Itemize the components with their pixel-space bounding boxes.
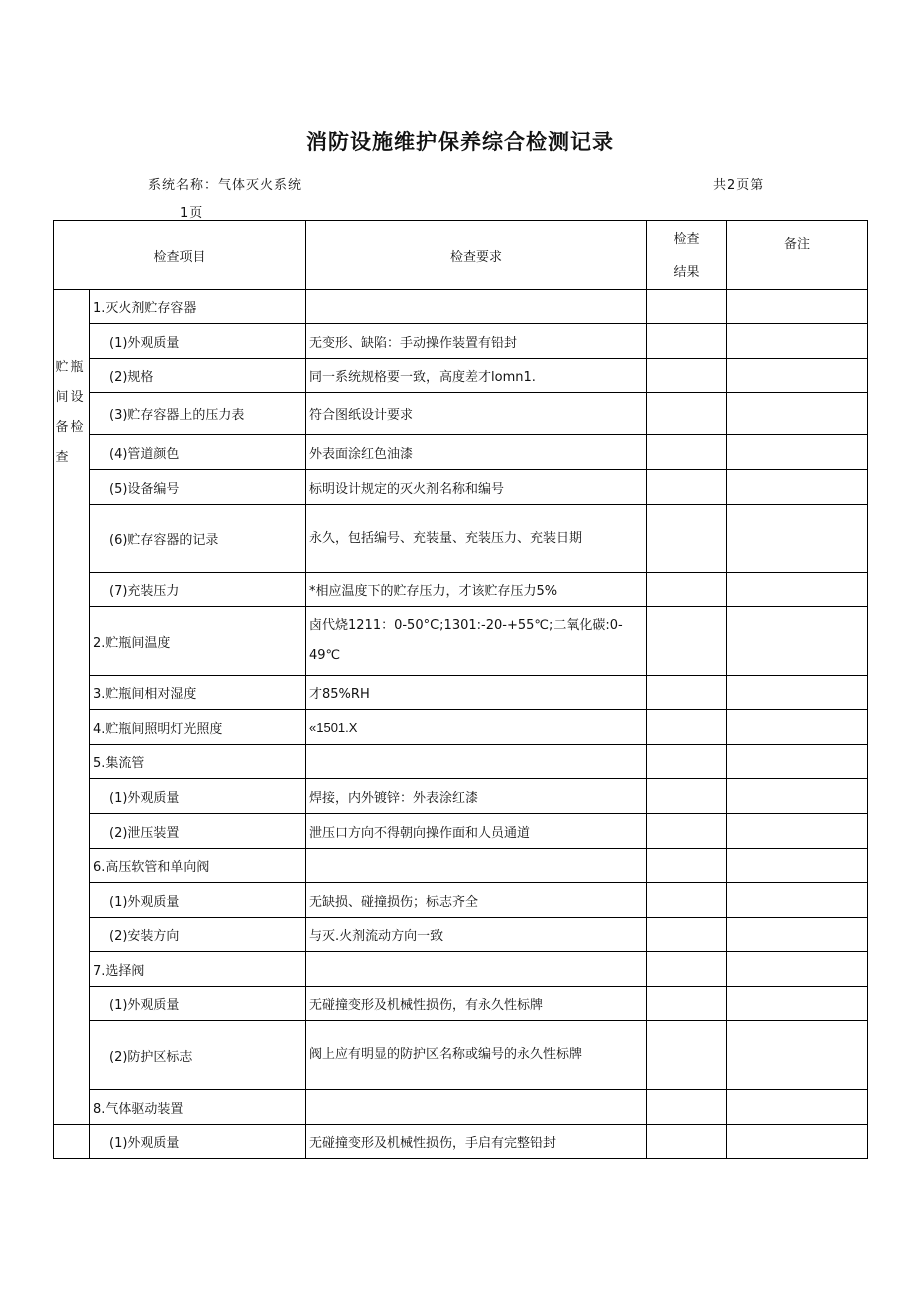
system-name: 系统名称：气体灭火系统: [148, 178, 303, 193]
item-cell: 2.贮瓶间温度: [90, 607, 306, 676]
header-item: 检查项目: [54, 221, 306, 290]
table-row: [54, 607, 868, 676]
requirement-cell: 永久，包括编号、充装量、充装压力、充装日期: [306, 505, 647, 573]
item-cell: (2)规格: [90, 359, 306, 393]
category-cell-empty: [54, 1125, 90, 1159]
item-cell: 4.贮瓶间照明灯光照度: [90, 710, 306, 745]
remark-cell[interactable]: [727, 1021, 868, 1090]
remark-cell[interactable]: [727, 393, 868, 435]
requirement-cell: [306, 290, 647, 324]
result-cell[interactable]: [647, 393, 727, 435]
category-cell: [54, 290, 90, 1125]
result-cell[interactable]: [647, 952, 727, 987]
table-row: [54, 952, 868, 987]
table-row: [54, 1125, 868, 1159]
item-cell: (1)外观质量: [90, 1125, 306, 1159]
result-cell[interactable]: [647, 290, 727, 324]
requirement-cell: 阀上应有明显的防护区名称或编号的永久性标牌: [306, 1021, 647, 1090]
item-cell: 1.灭火剂贮存容器: [90, 290, 306, 324]
result-cell[interactable]: [647, 918, 727, 952]
remark-cell[interactable]: [727, 1125, 868, 1159]
remark-cell[interactable]: [727, 849, 868, 883]
header-result-line2: 结果: [673, 265, 700, 280]
remark-cell[interactable]: [727, 324, 868, 359]
item-cell: (2)泄压装置: [90, 814, 306, 849]
item-cell: 8.气体驱动装置: [90, 1090, 306, 1125]
result-cell[interactable]: [647, 359, 727, 393]
remark-cell[interactable]: [727, 359, 868, 393]
table-row: [54, 883, 868, 918]
table-row: [54, 470, 868, 505]
requirement-cell: 外表面涂红色油漆: [306, 435, 647, 470]
table-row: [54, 1021, 868, 1090]
result-cell[interactable]: [647, 710, 727, 745]
table-row: [54, 987, 868, 1021]
table-row: [54, 393, 868, 435]
table-row: [54, 918, 868, 952]
requirement-cell: 卤代烧1211：0-50°C;1301:-20-+55℃;二氧化碳:0-49℃: [306, 607, 647, 676]
requirement-cell: [306, 952, 647, 987]
remark-cell[interactable]: [727, 745, 868, 779]
item-cell: (4)管道颜色: [90, 435, 306, 470]
header-remark: 备注: [727, 221, 868, 290]
remark-cell[interactable]: [727, 814, 868, 849]
header-row: [54, 221, 868, 290]
item-cell: 5.集流管: [90, 745, 306, 779]
table-row: [54, 1090, 868, 1125]
result-cell[interactable]: [647, 573, 727, 607]
requirement-cell: 无碰撞变形及机械性损伤，手启有完整铅封: [306, 1125, 647, 1159]
remark-cell[interactable]: [727, 505, 868, 573]
result-cell[interactable]: [647, 470, 727, 505]
result-cell[interactable]: [647, 849, 727, 883]
table-row: [54, 779, 868, 814]
requirement-cell: 才85%RH: [306, 676, 647, 710]
requirement-cell: 与灭.火剂流动方向一致: [306, 918, 647, 952]
table-row: [54, 505, 868, 573]
item-cell: (7)充装压力: [90, 573, 306, 607]
requirement-cell: 无碰撞变形及机械性损伤，有永久性标牌: [306, 987, 647, 1021]
item-cell: (6)贮存容器的记录: [90, 505, 306, 573]
remark-cell[interactable]: [727, 987, 868, 1021]
remark-cell[interactable]: [727, 435, 868, 470]
result-cell[interactable]: [647, 324, 727, 359]
item-cell: (5)设备编号: [90, 470, 306, 505]
requirement-cell: 无缺损、碰撞损伤；标志齐全: [306, 883, 647, 918]
remark-cell[interactable]: [727, 779, 868, 814]
requirement-cell: 泄压口方向不得朝向操作面和人员通道: [306, 814, 647, 849]
header-result: [647, 221, 727, 290]
item-cell: (1)外观质量: [90, 779, 306, 814]
table-row: [54, 745, 868, 779]
remark-cell[interactable]: [727, 883, 868, 918]
table-row: [54, 676, 868, 710]
item-cell: (2)安装方向: [90, 918, 306, 952]
remark-cell[interactable]: [727, 710, 868, 745]
table-row: [54, 435, 868, 470]
document-title: 消防设施维护保养综合检测记录: [306, 130, 614, 154]
table-row: [54, 573, 868, 607]
table-row: [54, 814, 868, 849]
requirement-cell: 标明设计规定的灭火剂名称和编号: [306, 470, 647, 505]
item-cell: 7.选择阀: [90, 952, 306, 987]
requirement-cell: [306, 1090, 647, 1125]
result-cell[interactable]: [647, 883, 727, 918]
page-info: 共2页第: [713, 178, 765, 193]
remark-cell[interactable]: [727, 676, 868, 710]
category-label: 贮瓶间设备检查: [55, 360, 86, 465]
item-cell: 6.高压软管和单向阀: [90, 849, 306, 883]
result-cell[interactable]: [647, 779, 727, 814]
requirement-cell: 无变形、缺陷：手动操作装置有铅封: [306, 324, 647, 359]
requirement-cell: 同一系统规格要一致，高度差才lomn1.: [306, 359, 647, 393]
header-requirement: 检查要求: [306, 221, 647, 290]
result-cell[interactable]: [647, 814, 727, 849]
result-cell[interactable]: [647, 435, 727, 470]
inspection-table: [53, 220, 868, 1159]
remark-cell[interactable]: [727, 470, 868, 505]
item-cell: (1)外观质量: [90, 987, 306, 1021]
result-cell[interactable]: [647, 676, 727, 710]
table-row: [54, 324, 868, 359]
item-cell: (2)防护区标志: [90, 1021, 306, 1090]
item-cell: (1)外观质量: [90, 324, 306, 359]
remark-cell[interactable]: [727, 290, 868, 324]
result-cell[interactable]: [647, 1090, 727, 1125]
result-cell[interactable]: [647, 987, 727, 1021]
result-cell[interactable]: [647, 607, 727, 676]
requirement-cell: *相应温度下的贮存压力，才该贮存压力5%: [306, 573, 647, 607]
requirement-cell: 焊接，内外镀锌：外表涂红漆: [306, 779, 647, 814]
result-cell[interactable]: [647, 1021, 727, 1090]
table-row: [54, 359, 868, 393]
table-row: [54, 849, 868, 883]
requirement-cell: [306, 849, 647, 883]
remark-cell[interactable]: [727, 607, 868, 676]
page-info-number: 1页: [180, 206, 204, 221]
requirement-cell: [306, 745, 647, 779]
item-cell: (3)贮存容器上的压力表: [90, 393, 306, 435]
table-row: [54, 710, 868, 745]
header-result-line1: 检查: [673, 232, 700, 247]
item-cell: 3.贮瓶间相对湿度: [90, 676, 306, 710]
requirement-cell: 符合图纸设计要求: [306, 393, 647, 435]
result-cell[interactable]: [647, 1125, 727, 1159]
remark-cell[interactable]: [727, 952, 868, 987]
requirement-cell: «1501.X: [306, 710, 647, 745]
table-row: [54, 290, 868, 324]
item-cell: (1)外观质量: [90, 883, 306, 918]
remark-cell[interactable]: [727, 573, 868, 607]
remark-cell[interactable]: [727, 918, 868, 952]
remark-cell[interactable]: [727, 1090, 868, 1125]
result-cell[interactable]: [647, 505, 727, 573]
result-cell[interactable]: [647, 745, 727, 779]
